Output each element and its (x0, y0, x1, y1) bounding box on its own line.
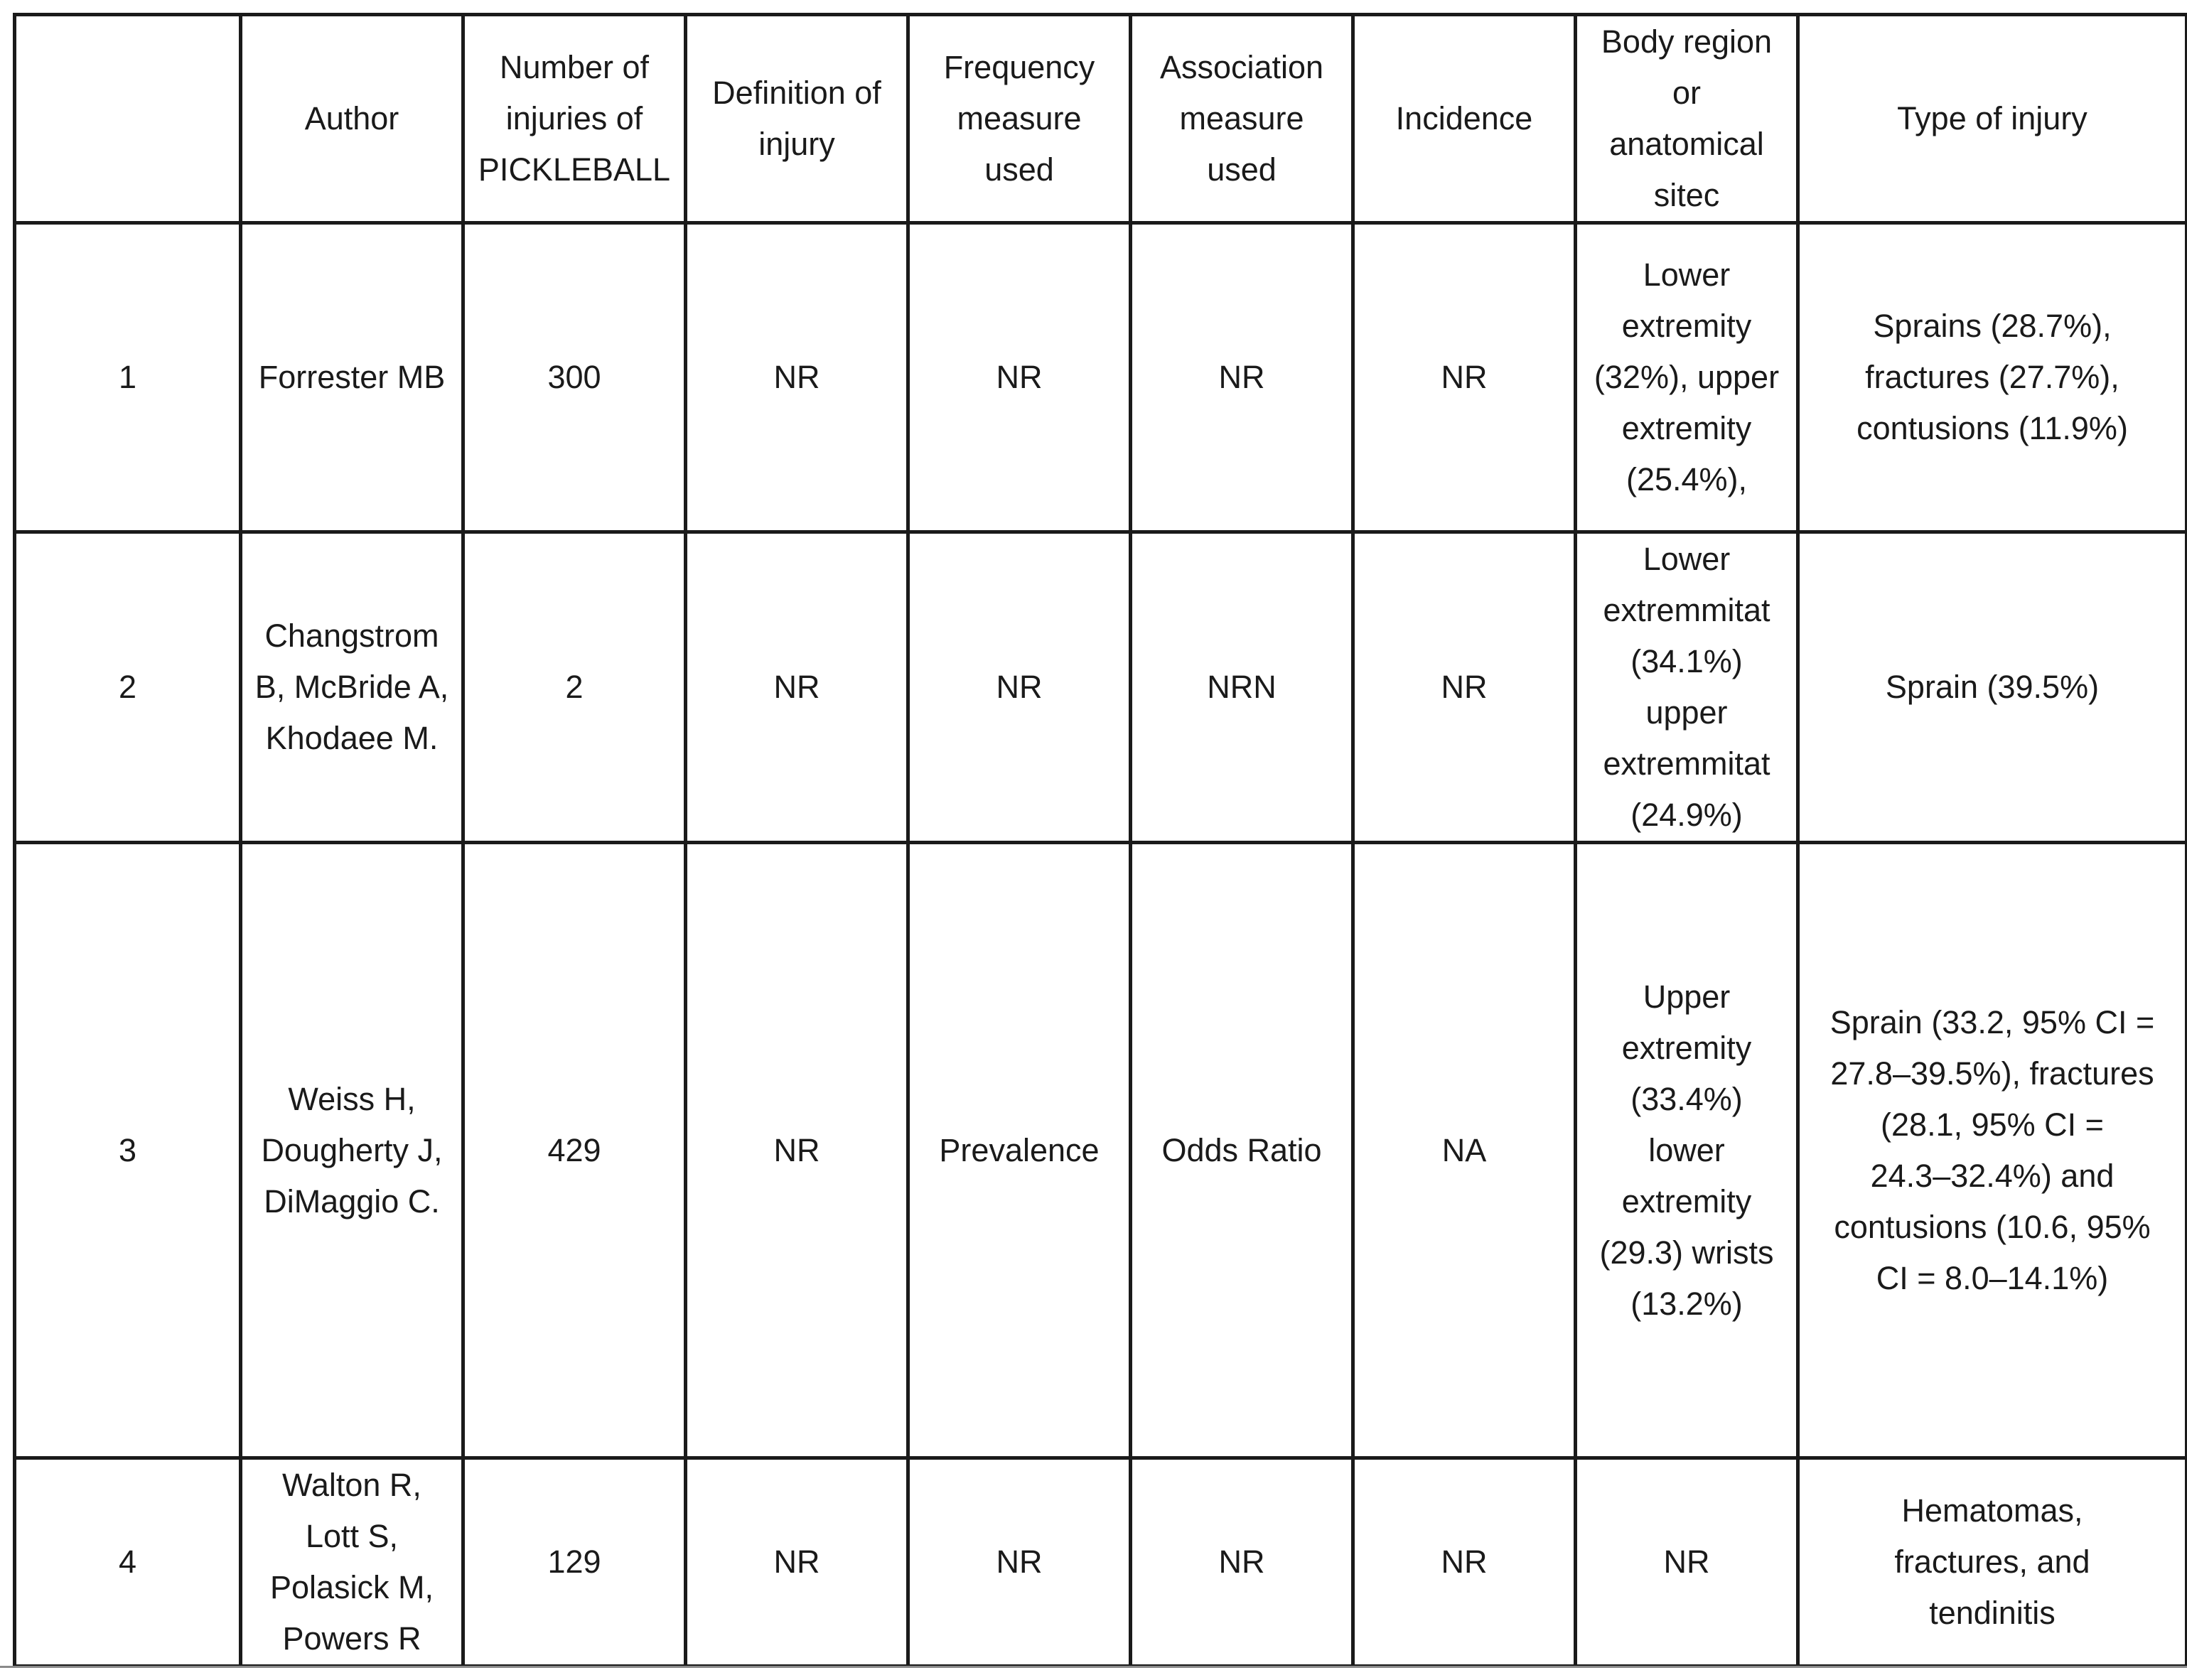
study-table-container (13, 13, 2185, 1668)
cell-incidence: NR (1353, 532, 1576, 843)
cell-number-of-injuries: 300 (463, 223, 686, 532)
cell-definition-of-injury: NR (686, 223, 908, 532)
header-row (15, 15, 2187, 223)
cell-definition-of-injury: NR (686, 1458, 908, 1666)
cell-association-measure: NR (1131, 1458, 1353, 1666)
header-cell-incidence: Incidence (1353, 15, 1576, 223)
cell-body-region: NR (1576, 1458, 1798, 1666)
cell-frequency-measure: NR (908, 532, 1131, 843)
cell-association-measure: NRN (1131, 532, 1353, 843)
table-row (15, 1458, 2187, 1666)
table-row (15, 223, 2187, 532)
table-row (15, 843, 2187, 1458)
cell-incidence: NR (1353, 1458, 1576, 1666)
cell-association-measure: NR (1131, 223, 1353, 532)
cell-index: 1 (15, 223, 241, 532)
cell-definition-of-injury: NR (686, 532, 908, 843)
cell-frequency-measure: Prevalence (908, 843, 1131, 1458)
header-cell-author: Author (241, 15, 463, 223)
cell-frequency-measure: NR (908, 223, 1131, 532)
cell-author: Weiss H, Dougherty J, DiMaggio C. (241, 843, 463, 1458)
header-cell-index (15, 15, 241, 223)
header-cell-association-measure: Association measure used (1131, 15, 1353, 223)
header-cell-frequency-measure: Frequency measure used (908, 15, 1131, 223)
cell-body-region: Lower extremmitat (34.1%) upper extremmitat (24.9%) (1576, 532, 1798, 843)
cell-number-of-injuries: 129 (463, 1458, 686, 1666)
cell-body-region: Upper extremity (33.4%) lower extremity (29.3) wrists (13.2%) (1576, 843, 1798, 1458)
header-cell-body-region: Body region or anatomical sitec (1576, 15, 1798, 223)
cell-number-of-injuries: 2 (463, 532, 686, 843)
cell-association-measure: Odds Ratio (1131, 843, 1353, 1458)
cell-index: 4 (15, 1458, 241, 1666)
cell-incidence: NR (1353, 223, 1576, 532)
cell-author: Changstrom B, McBride A, Khodaee M. (241, 532, 463, 843)
cell-index: 3 (15, 843, 241, 1458)
cell-type-of-injury: Sprains (28.7%), fractures (27.7%), contusions (11.9%) (1798, 223, 2187, 532)
cell-incidence: NA (1353, 843, 1576, 1458)
cell-type-of-injury: Sprain (33.2, 95% CI = 27.8–39.5%), fractures (28.1, 95% CI = 24.3–32.4%) and contusions (10.6, 95% CI = 8.0–14.1%) (1798, 843, 2187, 1458)
header-cell-definition-of-injury: Definition of injury (686, 15, 908, 223)
cell-number-of-injuries: 429 (463, 843, 686, 1458)
table-row (15, 532, 2187, 843)
cell-index: 2 (15, 532, 241, 843)
cell-author: Forrester MB (241, 223, 463, 532)
cell-body-region: Lower extremity (32%), upper extremity (25.4%), (1576, 223, 1798, 532)
cell-definition-of-injury: NR (686, 843, 908, 1458)
header-cell-type-of-injury: Type of injury (1798, 15, 2187, 223)
cell-author: Walton R, Lott S, Polasick M, Powers R (241, 1458, 463, 1666)
bottom-divider (0, 1666, 2187, 1668)
header-cell-number-of-injuries: Number of injuries of PICKLEBALL (463, 15, 686, 223)
pickleball-injury-studies-table (13, 13, 2187, 1668)
cell-type-of-injury: Sprain (39.5%) (1798, 532, 2187, 843)
cell-frequency-measure: NR (908, 1458, 1131, 1666)
cell-type-of-injury: Hematomas, fractures, and tendinitis (1798, 1458, 2187, 1666)
